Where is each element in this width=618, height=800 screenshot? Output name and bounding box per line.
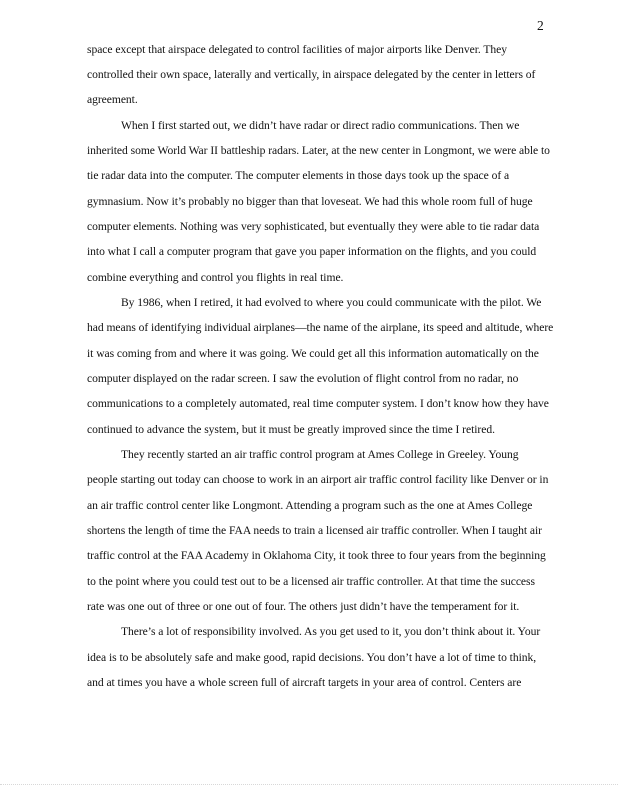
text-line: gymnasium. Now it’s probably no bigger than that loveseat. We had this whole room full of huge	[87, 194, 533, 208]
page-bottom-edge	[0, 784, 618, 785]
text-line: controlled their own space, laterally and vertically, in airspace delegated by the center in letters of	[87, 67, 536, 81]
paragraph	[87, 445, 557, 622]
text-line: into what I call a computer program that gave you paper information on the flights, and you could	[87, 245, 537, 259]
text-line: By 1986, when I retired, it had evolved to where you could communicate with the pilot. We	[121, 295, 542, 309]
paragraph	[87, 116, 557, 293]
text-line: There’s a lot of responsibility involved. As you get used to it, you don’t think about it. Your	[121, 625, 541, 639]
text-line: communications to a completely automated, real time computer system. I don’t know how they have	[87, 397, 549, 411]
text-line: an air traffic control center like Longmont. Attending a program such as the one at Ames College	[87, 498, 533, 512]
text-line: computer displayed on the radar screen. I saw the evolution of flight control from no radar, no	[87, 371, 519, 385]
text-line: had means of identifying individual airplanes—the name of the airplane, its speed and altitude, where	[87, 321, 554, 335]
paragraph	[87, 622, 557, 698]
page-number: 2	[537, 18, 544, 33]
paragraph	[87, 40, 557, 116]
text-line: people starting out today can choose to work in an airport air traffic control facility like Denver or in	[87, 473, 549, 487]
text-line: traffic control at the FAA Academy in Oklahoma City, it took three to four years from the beginning	[87, 549, 546, 563]
text-line: space except that airspace delegated to control facilities of major airports like Denver. They	[87, 42, 508, 56]
text-line: and at times you have a whole screen full of aircraft targets in your area of control. Centers are	[87, 676, 522, 690]
text-line: inherited some World War II battleship radars. Later, at the new center in Longmont, we were able to	[87, 143, 550, 157]
text-line: When I first started out, we didn’t have radar or direct radio communications. Then we	[121, 118, 520, 132]
text-line: rate was one out of three or one out of four. The others just didn’t have the temperament for it.	[87, 600, 520, 614]
text-line: agreement.	[87, 93, 138, 107]
document-body	[87, 40, 557, 699]
text-line: to the point where you could test out to be a licensed air traffic controller. At that time the success	[87, 574, 535, 588]
paragraph	[87, 293, 557, 445]
text-line: combine everything and control you flights in real time.	[87, 270, 344, 284]
text-line: it was coming from and where it was going. We could get all this information automatically on the	[87, 346, 539, 360]
text-line: continued to advance the system, but it must be greatly improved since the time I retired.	[87, 422, 495, 436]
text-line: shortens the length of time the FAA needs to train a licensed air traffic controller. When I taught air	[87, 524, 542, 538]
text-line: tie radar data into the computer. The computer elements in those days took up the space of a	[87, 169, 510, 183]
text-line: They recently started an air traffic control program at Ames College in Greeley. Young	[121, 448, 519, 461]
text-line: idea is to be absolutely safe and make good, rapid decisions. You don’t have a lot of time to think,	[87, 650, 537, 664]
text-line: computer elements. Nothing was very sophisticated, but eventually they were able to tie radar data	[87, 219, 540, 233]
